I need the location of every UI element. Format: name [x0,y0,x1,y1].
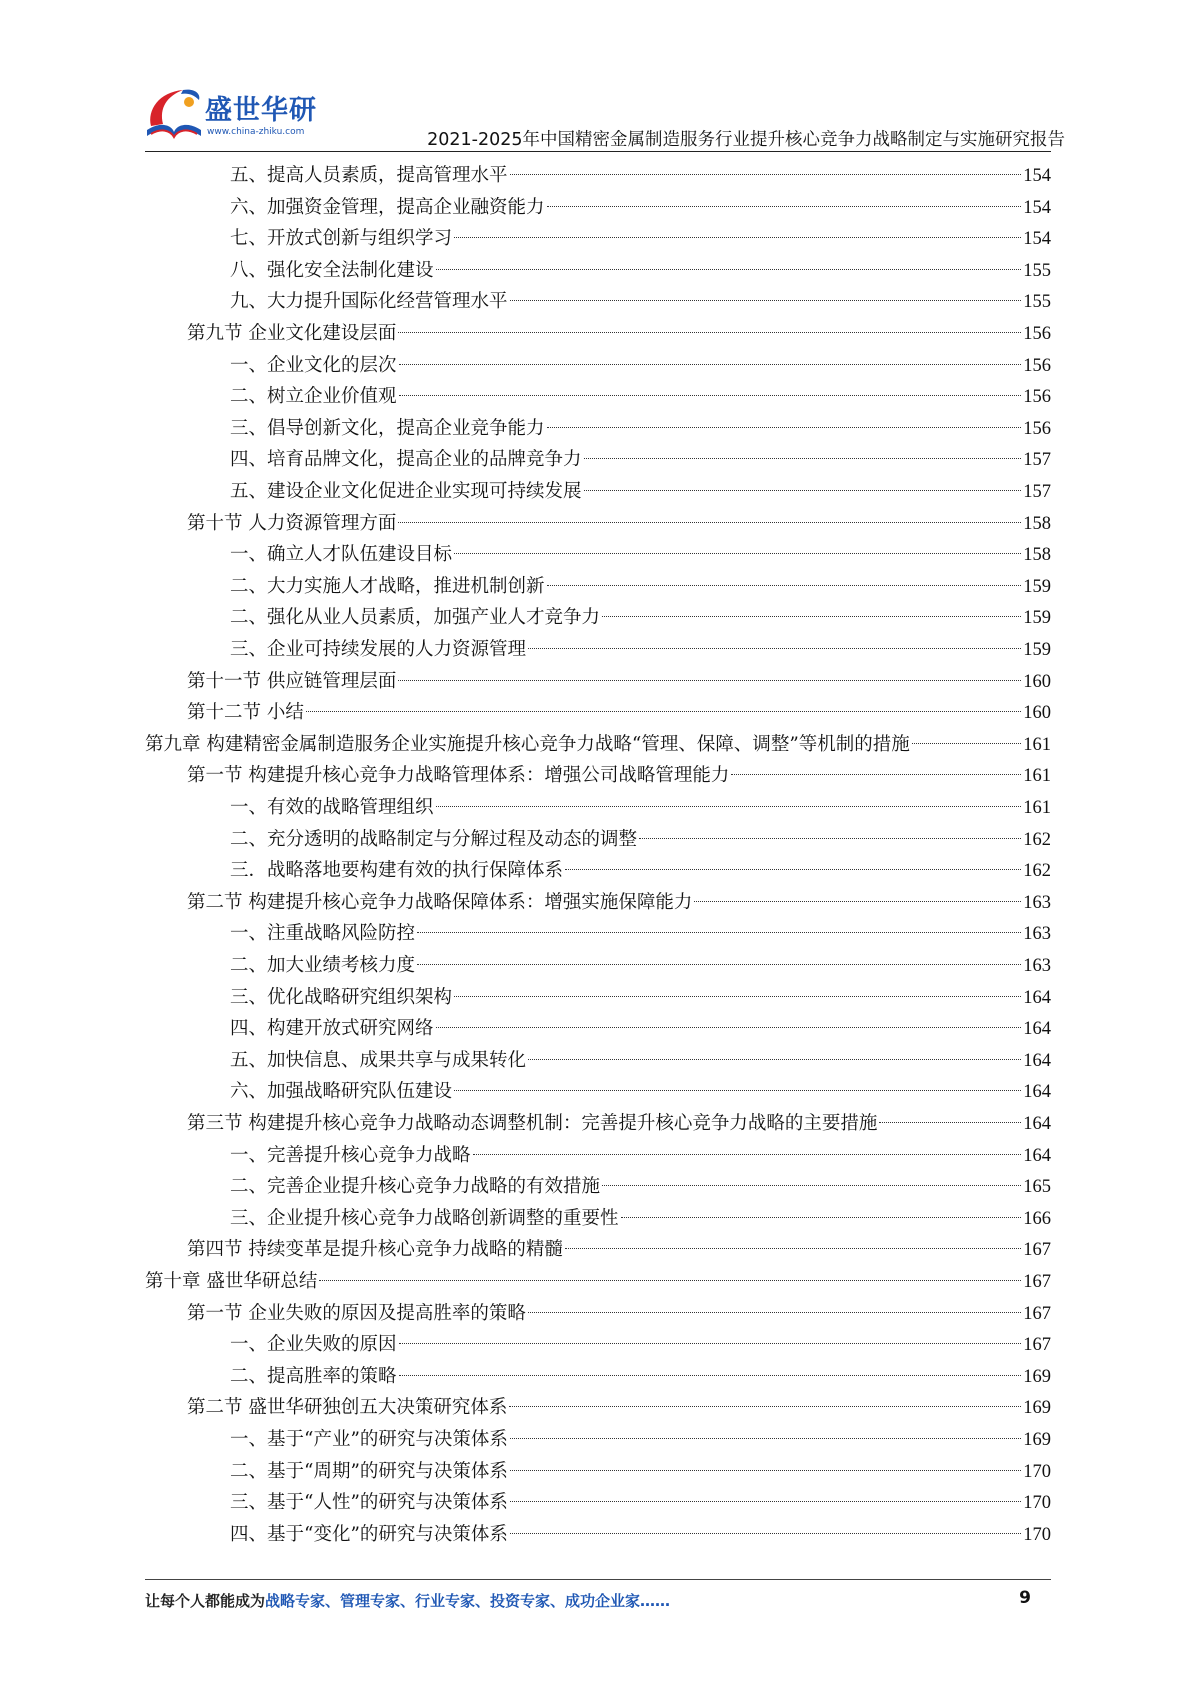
toc-dot-leader [510,300,1022,301]
toc-entry-page: 156 [1023,324,1051,344]
toc-entry-page: 159 [1023,640,1051,660]
toc-entry[interactable] [230,634,1051,666]
toc-entry-page: 158 [1023,545,1051,566]
toc-entry-title: 五、建设企业文化促进企业实现可持续发展 [230,481,582,502]
toc-entry-page: 154 [1023,197,1051,218]
toc-dot-leader [621,1217,1022,1218]
toc-entry-title: 四、基于“变化”的研究与决策体系 [230,1523,508,1545]
toc-entry-title: 九、大力提升国际化经营管理水平 [230,291,508,313]
toc-entry-page: 163 [1023,924,1051,945]
toc-entry-title: 第九章 构建精密金属制造服务企业实施提升核心竞争力战略“管理、保障、调整”等机制的措施 [145,733,910,755]
toc-entry-title: 一、基于“产业”的研究与决策体系 [230,1429,508,1450]
toc-dot-leader [584,458,1022,459]
page-header [0,0,1191,150]
toc-entry-page: 166 [1023,1208,1051,1229]
slogan-prefix: 让每个人都能成为 [145,1592,266,1610]
toc-entry-page: 158 [1023,513,1051,534]
report-title: 2021-2025年中国精密金属制造服务行业提升核心竞争力战略制定与实施研究报告 [427,130,1065,150]
toc-entry-page: 169 [1023,1366,1051,1387]
toc-entry[interactable] [145,729,1051,761]
toc-entry-title: 第一节 构建提升核心竞争力战略管理体系：增强公司战略管理能力 [187,765,730,787]
toc-entry[interactable] [230,1140,1051,1172]
toc-dot-leader [399,395,1022,396]
toc-entry-title: 第九节 企业文化建设层面 [187,323,397,344]
toc-entry-title: 第一节 企业失败的原因及提高胜率的策略 [187,1302,526,1324]
toc-entry[interactable] [230,1045,1051,1077]
logo-name: 盛世华研 [205,95,317,126]
toc-entry-page: 161 [1023,766,1051,787]
toc-entry[interactable] [187,760,1051,792]
toc-entry-page: 169 [1023,1430,1051,1450]
toc-entry-title: 二、基于“周期”的研究与决策体系 [230,1460,508,1482]
header-divider [145,151,1051,152]
toc-entry-title: 一、确立人才队伍建设目标 [230,544,453,566]
toc-entry-page: 164 [1023,1082,1051,1103]
toc-entry-title: 三、倡导创新文化，提高企业竞争能力 [230,417,545,439]
toc-entry[interactable] [230,444,1051,476]
toc-dot-leader [510,1501,1021,1502]
toc-entry-title: 五、加快信息、成果共享与成果转化 [230,1049,527,1071]
toc-entry[interactable] [230,1519,1051,1551]
slogan-highlight: 战略专家、管理专家、行业专家、投资专家、成功企业家…… [265,1592,671,1610]
toc-entry-page: 162 [1023,861,1051,882]
toc-dot-leader [454,237,1021,238]
toc-dot-leader [454,553,1021,554]
toc-dot-leader [417,932,1021,933]
toc-entry[interactable] [230,824,1051,856]
toc-entry-title: 五、提高人员素质，提高管理水平 [230,165,508,186]
toc-entry[interactable] [230,1076,1051,1108]
toc-dot-leader [473,1154,1022,1155]
toc-entry-page: 155 [1023,260,1051,281]
toc-entry-page: 161 [1023,798,1051,818]
toc-entry-page: 157 [1023,450,1051,471]
toc-dot-leader [399,364,1022,365]
toc-entry-title: 第十节 人力资源管理方面 [187,512,397,534]
toc-entry-title: 二、充分透明的战略制定与分解过程及动态的调整 [230,828,638,850]
toc-dot-leader [509,1406,1021,1407]
toc-entry[interactable] [230,1361,1051,1393]
toc-dot-leader [454,1090,1021,1091]
toc-dot-leader [528,1312,1021,1313]
toc-dot-leader [879,1122,1021,1123]
toc-entry[interactable] [230,192,1051,224]
toc-entry-page: 155 [1023,292,1051,313]
toc-entry-title: 四、构建开放式研究网络 [230,1018,434,1040]
toc-entry[interactable] [187,697,1051,729]
toc-entry-page: 154 [1023,229,1051,250]
toc-entry-page: 169 [1023,1398,1051,1419]
toc-entry-page: 159 [1023,576,1051,597]
toc-entry-title: 三、企业提升核心竞争力战略创新调整的重要性 [230,1207,619,1229]
toc-entry[interactable] [187,1392,1051,1424]
footer-divider [145,1579,1051,1580]
toc-entry-title: 二、大力实施人才战略，推进机制创新 [230,575,545,597]
toc-entry[interactable] [187,1298,1051,1330]
toc-entry-title: 七、开放式创新与组织学习 [230,228,453,250]
toc-entry-title: 三、优化战略研究组织架构 [230,986,453,1008]
toc-dot-leader [436,1027,1022,1028]
toc-dot-leader [399,1375,1022,1376]
toc-entry-title: 三．战略落地要构建有效的执行保障体系 [230,860,564,882]
toc-dot-leader [639,838,1021,839]
logo-url: www.china-zhiku.com [207,127,305,137]
toc-entry-page: 154 [1023,166,1051,186]
toc-entry[interactable] [145,1266,1051,1298]
toc-entry-title: 第二节 构建提升核心竞争力战略保障体系：增强实施保障能力 [187,891,693,913]
toc-entry-title: 二、树立企业价值观 [230,386,397,408]
toc-entry[interactable] [230,950,1051,982]
toc-dot-leader [510,1533,1021,1534]
toc-entry-page: 170 [1023,1524,1051,1545]
toc-dot-leader [510,1470,1021,1471]
toc-entry-page: 162 [1023,829,1051,850]
toc-entry[interactable] [230,1456,1051,1488]
toc-entry-page: 167 [1023,1272,1051,1292]
toc-dot-leader [417,964,1021,965]
toc-entry[interactable] [187,1108,1051,1140]
toc-entry-title: 二、提高胜率的策略 [230,1365,397,1387]
toc-entry-title: 第四节 持续变革是提升核心竞争力战略的精髓 [187,1239,563,1261]
toc-entry-title: 第二节 盛世华研独创五大决策研究体系 [187,1397,508,1419]
toc-entry[interactable] [230,792,1051,824]
toc-entry[interactable] [230,286,1051,318]
toc-entry-title: 三、基于“人性”的研究与决策体系 [230,1492,508,1514]
toc-entry[interactable] [230,350,1051,382]
toc-entry-page: 164 [1023,1019,1051,1040]
toc-entry[interactable] [230,476,1051,508]
toc-entry-title: 一、企业文化的层次 [230,354,397,376]
toc-entry[interactable] [230,1203,1051,1235]
toc-entry[interactable] [230,571,1051,603]
page-number: 9 [1019,1588,1031,1608]
toc-entry-page: 160 [1023,671,1051,692]
toc-entry[interactable] [230,255,1051,287]
toc-entry[interactable] [187,887,1051,919]
toc-dot-leader [547,427,1022,428]
toc-dot-leader [565,1248,1021,1249]
toc-entry-title: 二、加大业绩考核力度 [230,955,416,976]
toc-entry-page: 167 [1023,1303,1051,1324]
toc-entry-page: 156 [1023,418,1051,439]
toc-entry-title: 八、强化安全法制化建设 [230,259,434,281]
toc-dot-leader [398,332,1021,333]
toc-entry-title: 一、企业失败的原因 [230,1334,397,1356]
toc-entry[interactable] [230,982,1051,1014]
toc-entry[interactable] [230,1424,1051,1456]
toc-dot-leader [528,1059,1021,1060]
toc-entry[interactable] [187,666,1051,698]
toc-entry-page: 157 [1023,482,1051,502]
toc-dot-leader [547,585,1022,586]
toc-entry[interactable] [230,1487,1051,1519]
toc-entry-title: 三、企业可持续发展的人力资源管理 [230,639,527,660]
toc-dot-leader [436,269,1022,270]
toc-entry-page: 164 [1023,1050,1051,1071]
toc-entry-title: 二、完善企业提升核心竞争力战略的有效措施 [230,1176,601,1198]
toc-entry-title: 六、加强战略研究队伍建设 [230,1081,453,1103]
toc-dot-leader [436,806,1022,807]
toc-entry[interactable] [230,223,1051,255]
toc-dot-leader [399,1343,1022,1344]
toc-entry[interactable] [230,413,1051,445]
toc-entry[interactable] [230,1329,1051,1361]
toc-entry-page: 163 [1023,956,1051,976]
toc-entry-title: 一、有效的战略管理组织 [230,797,434,818]
toc-dot-leader [398,680,1021,681]
toc-entry[interactable] [230,381,1051,413]
toc-entry-page: 165 [1023,1177,1051,1198]
toc-dot-leader [565,869,1021,870]
toc-entry[interactable] [230,539,1051,571]
toc-entry-page: 164 [1023,1114,1051,1134]
toc-dot-leader [731,774,1021,775]
toc-entry[interactable] [187,508,1051,540]
toc-entry-title: 第十二节 小结 [187,702,304,724]
toc-entry-page: 167 [1023,1240,1051,1261]
toc-entry-page: 161 [1023,734,1051,755]
toc-entry-title: 第十章 盛世华研总结 [145,1271,318,1292]
toc-entry[interactable] [230,602,1051,634]
toc-entry-page: 160 [1023,703,1051,724]
toc-entry-title: 一、注重战略风险防控 [230,923,416,945]
toc-entry-title: 六、加强资金管理，提高企业融资能力 [230,196,545,218]
toc-entry[interactable] [230,160,1051,192]
toc-dot-leader [454,996,1021,997]
toc-entry-page: 156 [1023,387,1051,408]
toc-dot-leader [912,743,1021,744]
toc-entry[interactable] [187,318,1051,350]
toc-entry-title: 一、完善提升核心竞争力战略 [230,1144,471,1166]
logo-emblem-icon [143,84,205,144]
toc-dot-leader [510,174,1022,175]
toc-entry-page: 164 [1023,987,1051,1008]
toc-entry-page: 170 [1023,1461,1051,1482]
toc-dot-leader [528,648,1021,649]
toc-entry[interactable] [230,855,1051,887]
toc-dot-leader [306,711,1021,712]
toc-entry-title: 第十一节 供应链管理层面 [187,670,397,692]
toc-entry-title: 二、强化从业人员素质，加强产业人才竞争力 [230,607,601,629]
toc-entry-title: 第三节 构建提升核心竞争力战略动态调整机制：完善提升核心竞争力战略的主要措施 [187,1113,878,1134]
toc-entry[interactable] [230,918,1051,950]
toc-dot-leader [602,1185,1021,1186]
toc-entry-title: 四、培育品牌文化，提高企业的品牌竞争力 [230,449,582,471]
toc-entry-page: 170 [1023,1493,1051,1514]
footer-slogan [145,1590,670,1611]
toc-entry-page: 167 [1023,1335,1051,1356]
toc-dot-leader [319,1280,1021,1281]
toc-entry[interactable] [230,1171,1051,1203]
toc-dot-leader [547,206,1022,207]
toc-entry-page: 163 [1023,892,1051,913]
toc-dot-leader [510,1438,1021,1439]
company-logo [143,84,317,144]
toc-dot-leader [584,490,1022,491]
toc-dot-leader [602,616,1021,617]
toc-entry-page: 156 [1023,355,1051,376]
toc-entry-page: 159 [1023,608,1051,629]
toc-dot-leader [694,901,1021,902]
toc-dot-leader [398,522,1021,523]
toc-entry-page: 164 [1023,1145,1051,1166]
toc-entry[interactable] [187,1234,1051,1266]
toc-entry[interactable] [230,1013,1051,1045]
